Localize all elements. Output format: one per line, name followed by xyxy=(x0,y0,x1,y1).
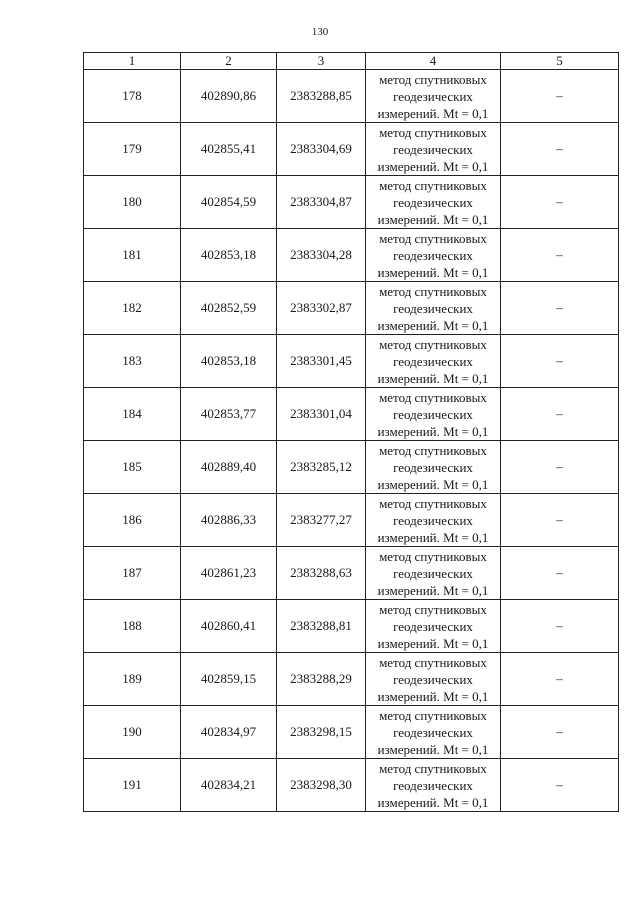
note-cell: – xyxy=(501,547,619,600)
table-row xyxy=(84,176,619,229)
coord-y: 2383285,12 xyxy=(277,441,366,494)
table-row xyxy=(84,441,619,494)
note-cell: – xyxy=(501,229,619,282)
note-cell: – xyxy=(501,70,619,123)
table-row xyxy=(84,547,619,600)
method-description xyxy=(366,335,501,388)
coord-y: 2383301,04 xyxy=(277,388,366,441)
method-line-3: измерений. Mt = 0,1 xyxy=(377,423,489,439)
method-description xyxy=(366,547,501,600)
method-line-2: геодезических xyxy=(393,512,473,528)
point-number: 185 xyxy=(84,441,181,494)
coord-x: 402860,41 xyxy=(181,600,277,653)
method-line-2: геодезических xyxy=(393,300,473,316)
method-line-2: геодезических xyxy=(393,724,473,740)
coord-x: 402889,40 xyxy=(181,441,277,494)
method-line-1: метод спутниковых xyxy=(379,654,487,670)
note-cell: – xyxy=(501,600,619,653)
method-line-1: метод спутниковых xyxy=(379,601,487,617)
coord-y: 2383304,87 xyxy=(277,176,366,229)
method-description xyxy=(366,229,501,282)
method-line-3: измерений. Mt = 0,1 xyxy=(377,635,489,651)
method-line-3: измерений. Mt = 0,1 xyxy=(377,317,489,333)
method-line-3: измерений. Mt = 0,1 xyxy=(377,688,489,704)
method-line-1: метод спутниковых xyxy=(379,177,487,193)
method-line-3: измерений. Mt = 0,1 xyxy=(377,794,489,810)
method-line-1: метод спутниковых xyxy=(379,336,487,352)
coord-x: 402859,15 xyxy=(181,653,277,706)
method-description xyxy=(366,388,501,441)
page-number: 130 xyxy=(311,26,329,38)
coord-x: 402834,97 xyxy=(181,706,277,759)
method-description xyxy=(366,759,501,812)
method-description xyxy=(366,706,501,759)
header-col-3: 3 xyxy=(277,53,366,70)
method-line-3: измерений. Mt = 0,1 xyxy=(377,582,489,598)
note-cell: – xyxy=(501,176,619,229)
method-line-2: геодезических xyxy=(393,247,473,263)
note-cell: – xyxy=(501,335,619,388)
coord-x: 402855,41 xyxy=(181,123,277,176)
method-line-2: геодезических xyxy=(393,88,473,104)
method-description xyxy=(366,282,501,335)
coord-x: 402886,33 xyxy=(181,494,277,547)
point-number: 179 xyxy=(84,123,181,176)
note-cell: – xyxy=(501,441,619,494)
coord-y: 2383298,15 xyxy=(277,706,366,759)
method-description xyxy=(366,494,501,547)
method-line-1: метод спутниковых xyxy=(379,442,487,458)
note-cell: – xyxy=(501,759,619,812)
point-number: 181 xyxy=(84,229,181,282)
coord-y: 2383288,63 xyxy=(277,547,366,600)
method-line-1: метод спутниковых xyxy=(379,548,487,564)
table-header-row xyxy=(84,53,619,70)
method-line-3: измерений. Mt = 0,1 xyxy=(377,105,489,121)
table-row xyxy=(84,653,619,706)
method-description xyxy=(366,176,501,229)
coord-y: 2383304,69 xyxy=(277,123,366,176)
method-line-2: геодезических xyxy=(393,618,473,634)
coord-x: 402890,86 xyxy=(181,70,277,123)
method-line-3: измерений. Mt = 0,1 xyxy=(377,264,489,280)
point-number: 191 xyxy=(84,759,181,812)
method-line-1: метод спутниковых xyxy=(379,124,487,140)
coord-y: 2383301,45 xyxy=(277,335,366,388)
coord-x: 402834,21 xyxy=(181,759,277,812)
coord-x: 402853,18 xyxy=(181,335,277,388)
method-line-1: метод спутниковых xyxy=(379,230,487,246)
coord-x: 402852,59 xyxy=(181,282,277,335)
point-number: 190 xyxy=(84,706,181,759)
table-row xyxy=(84,494,619,547)
method-line-2: геодезических xyxy=(393,194,473,210)
table-row xyxy=(84,282,619,335)
method-line-1: метод спутниковых xyxy=(379,389,487,405)
method-line-2: геодезических xyxy=(393,671,473,687)
method-line-2: геодезических xyxy=(393,565,473,581)
coord-y: 2383304,28 xyxy=(277,229,366,282)
method-description xyxy=(366,70,501,123)
table-row xyxy=(84,759,619,812)
coord-y: 2383298,30 xyxy=(277,759,366,812)
table-row xyxy=(84,600,619,653)
method-line-3: измерений. Mt = 0,1 xyxy=(377,476,489,492)
table-row xyxy=(84,388,619,441)
method-line-3: измерений. Mt = 0,1 xyxy=(377,370,489,386)
table-row xyxy=(84,229,619,282)
method-line-3: измерений. Mt = 0,1 xyxy=(377,741,489,757)
method-line-2: геодезических xyxy=(393,406,473,422)
header-col-5: 5 xyxy=(501,53,619,70)
method-line-3: измерений. Mt = 0,1 xyxy=(377,211,489,227)
method-line-3: измерений. Mt = 0,1 xyxy=(377,529,489,545)
coord-y: 2383277,27 xyxy=(277,494,366,547)
method-line-1: метод спутниковых xyxy=(379,707,487,723)
coord-y: 2383288,81 xyxy=(277,600,366,653)
table-row xyxy=(84,706,619,759)
note-cell: – xyxy=(501,653,619,706)
point-number: 182 xyxy=(84,282,181,335)
point-number: 187 xyxy=(84,547,181,600)
method-description xyxy=(366,123,501,176)
table-body xyxy=(84,70,619,812)
header-col-4: 4 xyxy=(366,53,501,70)
method-description xyxy=(366,653,501,706)
coord-y: 2383288,29 xyxy=(277,653,366,706)
header-col-1: 1 xyxy=(84,53,181,70)
method-line-1: метод спутниковых xyxy=(379,283,487,299)
coord-x: 402853,77 xyxy=(181,388,277,441)
coord-x: 402853,18 xyxy=(181,229,277,282)
header-col-2: 2 xyxy=(181,53,277,70)
coord-y: 2383288,85 xyxy=(277,70,366,123)
method-line-1: метод спутниковых xyxy=(379,71,487,87)
coord-x: 402854,59 xyxy=(181,176,277,229)
point-number: 188 xyxy=(84,600,181,653)
note-cell: – xyxy=(501,388,619,441)
method-line-3: измерений. Mt = 0,1 xyxy=(377,158,489,174)
point-number: 178 xyxy=(84,70,181,123)
table-row xyxy=(84,123,619,176)
method-line-1: метод спутниковых xyxy=(379,495,487,511)
table-row xyxy=(84,335,619,388)
point-number: 189 xyxy=(84,653,181,706)
coord-y: 2383302,87 xyxy=(277,282,366,335)
point-number: 184 xyxy=(84,388,181,441)
point-number: 186 xyxy=(84,494,181,547)
note-cell: – xyxy=(501,494,619,547)
point-number: 183 xyxy=(84,335,181,388)
note-cell: – xyxy=(501,706,619,759)
method-line-2: геодезических xyxy=(393,777,473,793)
method-line-1: метод спутниковых xyxy=(379,760,487,776)
table-row xyxy=(84,70,619,123)
method-description xyxy=(366,441,501,494)
note-cell: – xyxy=(501,282,619,335)
coord-x: 402861,23 xyxy=(181,547,277,600)
method-line-2: геодезических xyxy=(393,459,473,475)
method-line-2: геодезических xyxy=(393,353,473,369)
coordinates-table xyxy=(83,52,619,812)
point-number: 180 xyxy=(84,176,181,229)
note-cell: – xyxy=(501,123,619,176)
method-line-2: геодезических xyxy=(393,141,473,157)
method-description xyxy=(366,600,501,653)
